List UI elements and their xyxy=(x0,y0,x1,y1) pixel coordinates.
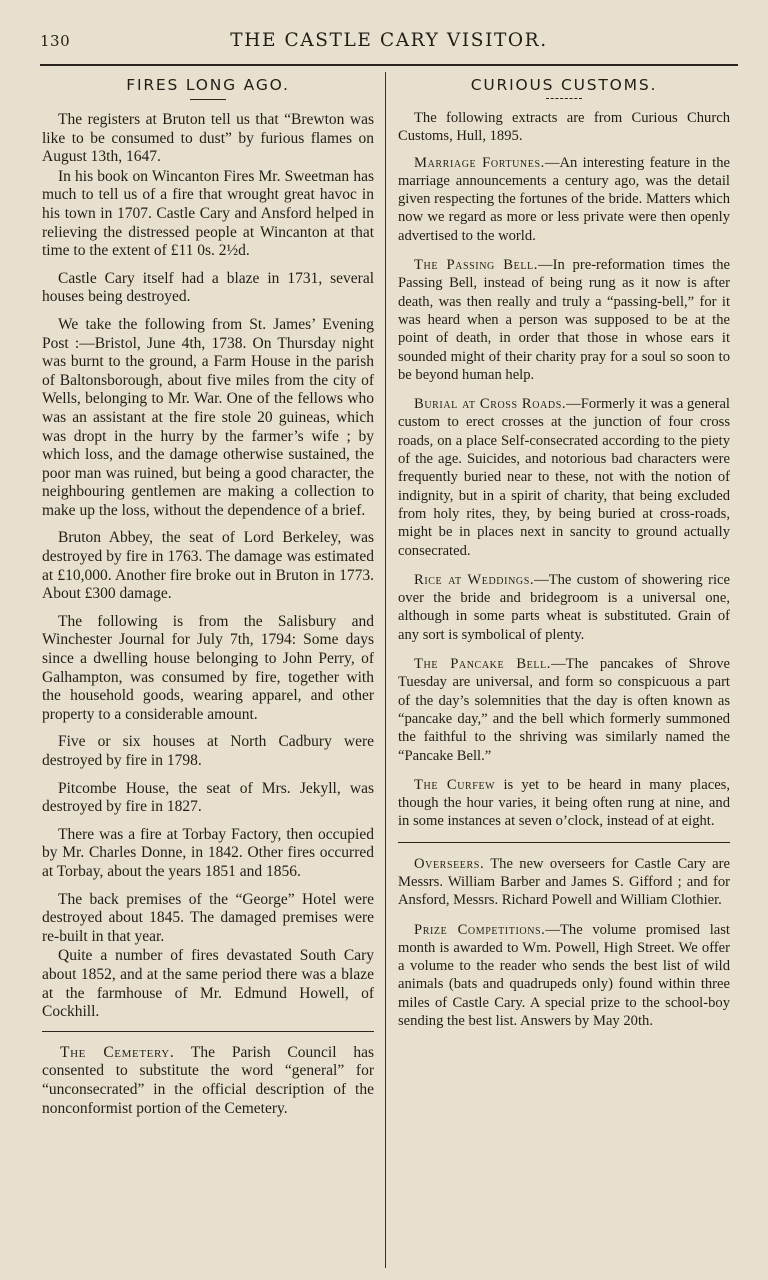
left-column xyxy=(42,72,374,1127)
cemetery-note xyxy=(42,1044,374,1118)
custom-text: —In pre-reformation times the Passing Bell, instead of being rung as it now is after death, was then really and truly a “passing-bell,” for it was heard when a person was supposed to be at the point of death, in order that those in whose ears it sounded might of their charity pray for a soul so soon to be beyond human help. xyxy=(398,257,730,383)
right-column xyxy=(398,72,730,1041)
fires-paragraph: Pitcombe House, the seat of Mrs. Jekyll, was destroyed by fire in 1827. xyxy=(42,779,374,816)
custom-text: is yet to be heard in many places, though the hour varies, it being often rung at nine, and in some instances at seven o’clock, instead of at eight. xyxy=(398,776,730,830)
fires-heading: FIRES LONG AGO. xyxy=(126,76,290,94)
running-title: THE CASTLE CARY VISITOR. xyxy=(230,30,548,51)
section-rule xyxy=(42,1031,374,1032)
page-header xyxy=(40,26,738,56)
custom-entry xyxy=(398,395,730,560)
prize-note xyxy=(398,921,730,1031)
fires-paragraph: Five or six houses at North Cadbury were destroyed by fire in 1798. xyxy=(42,733,374,769)
prize-text: —The volume promised last month is awarded to Wm. Powell, High Street. We offer a volume to the reader who sends the best list of wild animals (bats and quadrupeds only) found within three miles of Castle Cary. A special prize to the school-boy sending the best list. Answers by May 20th. xyxy=(398,921,730,1030)
custom-entry xyxy=(398,154,730,245)
page-number: 130 xyxy=(40,32,71,50)
custom-text: —The pancakes of Shrove Tuesday are universal, and form so conspicuous a part of the day’s solemnities that the day is often known as “pancake day,” and the bell which formerly summoned the faithful to the shriving was similarly named the “Pancake Bell.” xyxy=(398,656,730,764)
fires-paragraph: The registers at Bruton tell us that “Brewton was like to be consumed to dust” by furious flames on August 13th, 1647. xyxy=(42,111,374,166)
custom-text: —An interesting feature in the marriage announcements a century ago, was the detail given respecting the fortunes of the bride. Matters which now we regard as more or less private were then openly advertised to the world. xyxy=(398,154,730,244)
customs-intro: The following extracts are from Curious Church Customs, Hull, 1895. xyxy=(398,110,730,145)
custom-entry xyxy=(398,776,730,831)
cemetery-lead: The Cemetery. xyxy=(60,1043,175,1061)
prize-lead: Prize Competitions. xyxy=(414,921,546,938)
heading-rule xyxy=(546,98,582,99)
customs-heading: CURIOUS CUSTOMS. xyxy=(470,76,658,94)
custom-entry xyxy=(398,655,730,765)
fires-paragraph: The following is from the Salisbury and Winchester Journal for July 7th, 1794: Some days since a dwelling house belonging to John Perry, of Galhampton, was consumed by fire, together with the household goods, wearing apparel, and other property to a considerable amount. xyxy=(42,612,374,723)
custom-entry xyxy=(398,571,730,644)
fires-paragraph: Castle Cary itself had a blaze in 1731, several houses being destroyed. xyxy=(42,269,374,306)
custom-entry xyxy=(398,256,730,384)
fires-paragraph: Quite a number of fires devastated South Cary about 1852, and at the same period there was a blaze at the farmhouse of Mr. Edmund Howell, of Cockhill. xyxy=(42,947,374,1021)
custom-lead: The Passing Bell. xyxy=(414,257,538,274)
fires-paragraph: We take the following from St. James’ Evening Post :—Bristol, June 4th, 1738. On Thursday night was burnt to the ground, a Farm House in the parish of Baltonsborough, about five miles from the city of Wells, belonging to Mr. War. One of the fellows who was an assistant at the fire stole 20 guineas, which was dropt in the hurry by the farmer’s wife ; by which loss, and the damage otherwise sustained, the poor man was ruined, but being a good character, the neighbouring gentlemen are making a collection to make up the loss, without the dependence of a brief. xyxy=(42,315,374,519)
section-rule xyxy=(398,842,730,843)
custom-lead: The Pancake Bell. xyxy=(414,656,552,673)
heading-rule xyxy=(190,99,226,100)
custom-lead: Burial at Cross Roads. xyxy=(414,396,567,413)
custom-text: —Formerly it was a general custom to erect crosses at the junction of four cross roads, on a place Self-consecrated according to the piety of the age. Suicides, and notorious bad characters were frequently buried near to these, not with the notion of indignity, but in a spirit of charity, that being excluded from holy rites, they, by being buried at cross-roads, might be in places next in sancity to ground actually consecrated. xyxy=(398,396,730,559)
overseers-note xyxy=(398,855,730,910)
cemetery-text: The Parish Council has consented to substitute the word “general” for “unconsecrated” in the official description of the nonconformist portion of the Cemetery. xyxy=(42,1043,375,1117)
fires-paragraph: The back premises of the “George” Hotel were destroyed about 1845. The damaged premises were re-built in that year. xyxy=(42,890,374,945)
custom-lead: Marriage Fortunes. xyxy=(414,154,545,171)
custom-lead: The Curfew xyxy=(414,776,496,793)
fires-paragraph: There was a fire at Torbay Factory, then occupied by Mr. Charles Donne, in 1842. Other fires occurred at Torbay, about the years 1851 and 1856. xyxy=(42,825,374,880)
header-rule xyxy=(40,64,738,66)
overseers-text: The new overseers for Castle Cary are Messrs. William Barber and James S. Gifford ; and for Ansford, Messrs. Richard Powell and William Clothier. xyxy=(398,855,730,909)
fires-paragraph: In his book on Wincanton Fires Mr. Sweetman has much to tell us of a fire that wrought great havoc in his town in 1707. Castle Cary and Ansford helped in relieving the distressed people at Wincanton at that time to the extent of £11 0s. 2½d. xyxy=(42,167,374,260)
custom-text: —The custom of showering rice over the bride and bridegroom is a universal one, although in some parts wheat is substituted. Grain of any sort is symbolical of plenty. xyxy=(398,571,731,643)
fires-paragraph: Bruton Abbey, the seat of Lord Berkeley, was destroyed by fire in 1763. The damage was estimated at £10,000. Another fire broke out in Bruton in 1773. About £300 damage. xyxy=(42,529,374,603)
custom-lead: Rice at Weddings. xyxy=(414,571,535,588)
overseers-lead: Overseers. xyxy=(414,855,485,872)
column-divider xyxy=(385,72,386,1268)
